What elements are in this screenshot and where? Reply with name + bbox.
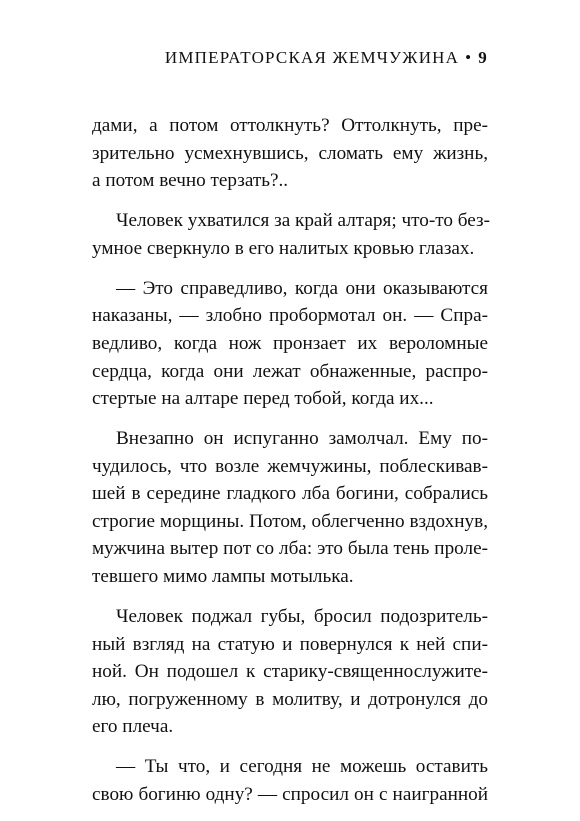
text-line: зрительно усмехнувшись, сломать ему жизнь,: [92, 142, 488, 164]
paragraph-3: [92, 275, 488, 413]
paragraph-4: [92, 425, 488, 591]
text-line: Человек ухватился за край алтаря; что-то без-: [116, 210, 490, 232]
paragraph-2: [92, 207, 488, 262]
text-line: строгие морщины. Потом, облегченно вздохнув,: [92, 510, 488, 532]
text-line: тевшего мимо лампы мотылька.: [92, 566, 354, 588]
text-line: мужчина вытер пот со лба: это была тень проле-: [92, 538, 488, 560]
text-line: а потом вечно терзать?..: [92, 170, 289, 192]
text-line: наказаны, — злобно пробормотал он. — Спра-: [92, 305, 488, 327]
text-line: его плеча.: [92, 716, 174, 738]
body-text: [92, 112, 488, 821]
text-line: шей в середине гладкого лба богини, собрались: [92, 483, 488, 505]
text-line: Человек поджал губы, бросил подозритель-: [116, 606, 488, 628]
running-header: [165, 48, 488, 68]
paragraph-5: [92, 603, 488, 741]
book-title: ИМПЕРАТОРСКАЯ ЖЕМЧУЖИНА: [164, 48, 460, 67]
paragraph-1: [92, 112, 488, 195]
page-number: 9: [478, 48, 488, 67]
text-line: — Это справедливо, когда они оказываются: [116, 277, 488, 299]
text-line: умное сверкнуло в его налитых кровью глазах.: [92, 237, 475, 259]
text-line: сердца, когда они лежат обнаженные, распро-: [92, 360, 488, 382]
text-line: ной. Он подошел к старику-священнослужите-: [92, 661, 488, 683]
text-line: дами, а потом оттолкнуть? Оттолкнуть, пре-: [92, 115, 488, 136]
text-line: свою богиню одну? — спросил он с наигранной: [92, 784, 488, 806]
text-line: ный взгляд на статую и повернулся к ней спи-: [92, 633, 488, 655]
text-line: ведливо, когда нож пронзает их вероломные: [92, 332, 488, 354]
header-separator: •: [465, 48, 473, 67]
text-line: Внезапно он испуганно замолчал. Ему по-: [116, 428, 488, 450]
text-line: стертые на алтаре перед тобой, когда их...: [92, 388, 434, 410]
text-line: чудилось, что возле жемчужины, поблескивав-: [92, 455, 488, 477]
text-line: — Ты что, и сегодня не можешь оставить: [116, 756, 488, 778]
paragraph-6: [92, 753, 488, 808]
text-line: лю, погруженному в молитву, и дотронулся до: [92, 688, 488, 710]
